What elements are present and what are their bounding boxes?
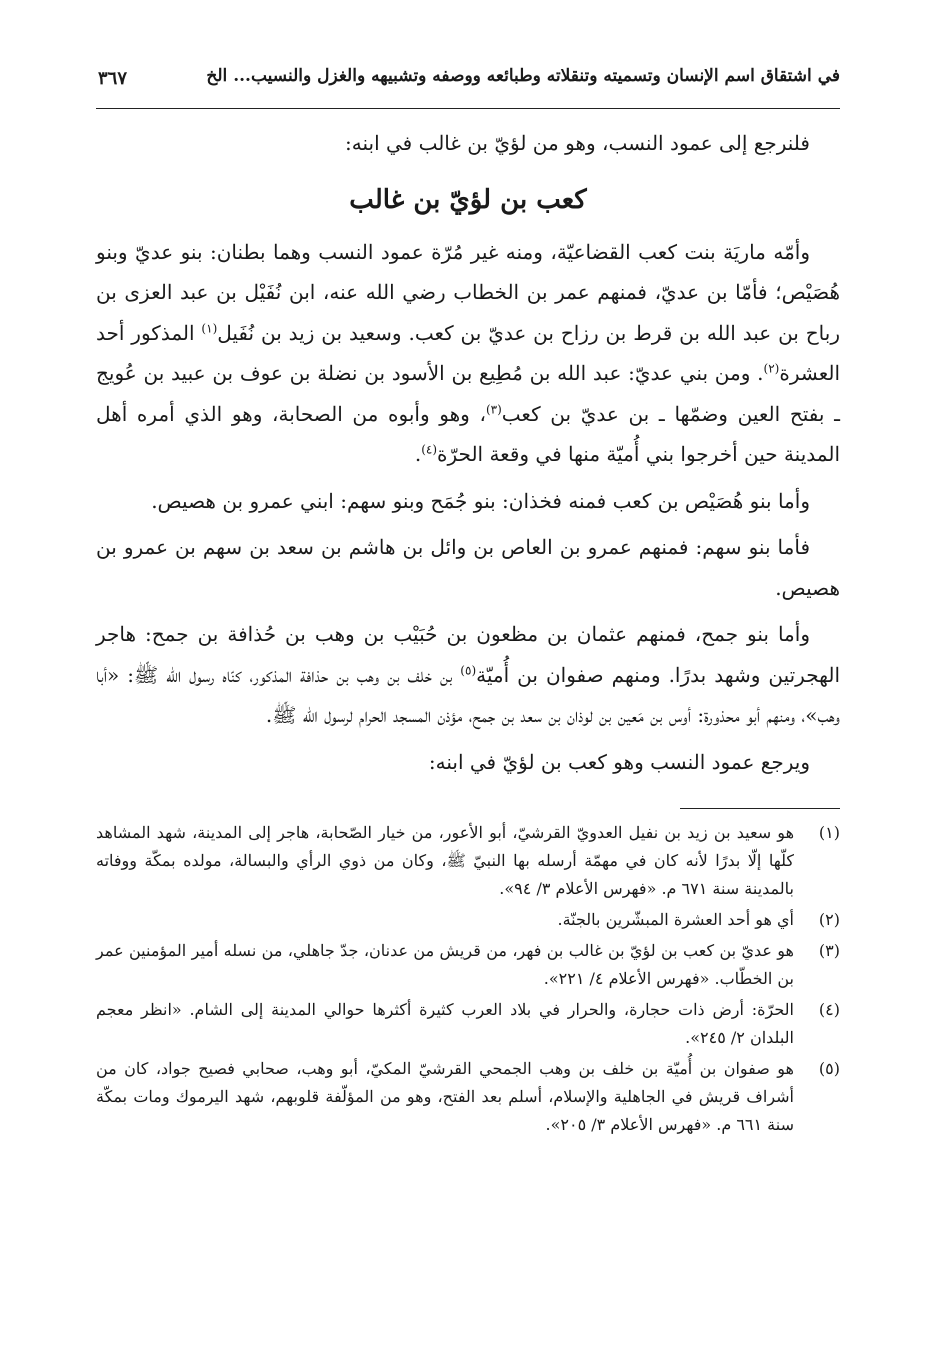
section-heading: كعب بن لؤيّ بن غالب: [349, 184, 587, 215]
paragraph-1-text-b: المذكور أحد العشرة: [96, 320, 840, 385]
paragraph-2: وأما بنو هُصَيْص بن كعب فمنه فخذان: بنو جُمَح وبنو سهم: ابني عمرو بن هصيص.: [151, 488, 810, 513]
footnotes: [96, 819, 840, 1139]
paragraph-1-text-e: .: [414, 442, 422, 466]
footnote-text: هو سعيد بن زيد بن نفيل العدويّ القرشيّ، أبو الأعور، من خيار الصّحابة، هاجر إلى المدينة، شهد المشاهد كلّها إلّا بدرًا لأنه كان في مهمّة أرسله بها النبيّ ﷺ، وكان من ذوي الرأي والبسالة، مولده بمكّة ووفاته بالمدينة سنة ٦٧١ م. «فهرس الأعلام ٣/ ٩٤».: [96, 823, 795, 898]
running-title: في اشتقاق اسم الإنسان وتسميته وتنقلاته وطبائعه ووصفه وتشبيهه والغزل والنسيب... الخ: [206, 66, 840, 86]
paragraph-1-text-a: وأمّه ماريَة بنت كعب القضاعيّة، ومنه غير مُرّة عمود النسب وهما بطنان: بنو عديّ وبنو هُصَيْص؛ فأمّا بن عديّ، فمنهم عمر بن الخطاب رضي الله عنه، ابن نُفَيْل بن عبد العزى بن رباح بن عبد الله بن قرط بن رزاح بن عديّ بن كعب. وسعيد بن زيد بن نُفَيل: [96, 239, 840, 345]
footnote-1: [96, 819, 840, 903]
footnote-4: [96, 996, 840, 1052]
paragraph-4-text-b: بن خلف بن وهب بن حذافة المذكور، كنّاه رسول الله ﷺ: «أبا وهب»، ومنهم أبو محذورة: أوس بن مَعين بن لوذان بن سعد بن جمح، مؤذن المسجد الحرام لرسول الله ﷺ.: [96, 662, 840, 727]
footnote-ref-2[interactable]: (٢): [763, 361, 780, 376]
footnote-number: (١): [818, 823, 840, 842]
footnote-3: [96, 937, 840, 993]
page-number: ٣٦٧: [98, 68, 128, 89]
footnote-number: (٤): [818, 1000, 840, 1019]
paragraph-5: ويرجع عمود النسب وهو كعب بن لؤيّ في ابنه:: [428, 749, 810, 774]
footnote-ref-1[interactable]: (١): [201, 320, 218, 335]
footnote-number: (٥): [818, 1059, 840, 1078]
footnote-text: أي هو أحد العشرة المبشّرين بالجنّة.: [557, 910, 794, 929]
book-page: [96, 48, 840, 1348]
footnote-ref-4[interactable]: (٤): [421, 442, 438, 457]
paragraph-4-text-a: وأما بنو جمح، فمنهم عثمان بن مظعون بن حُبَيْب بن وهب بن حُذافة بن جمح: هاجر الهجرتين وشهد بدرًا. ومنهم صفوان بن أُميّة: [96, 622, 840, 687]
paragraph-4: [96, 614, 840, 736]
paragraph-1-text-c: . ومن بني عديّ: عبد الله بن مُطِيع بن الأسود بن نضلة بن عوف بن عبيد بن عُويج ـ بفتح العين وضمّها ـ بن عديّ بن كعب: [96, 361, 840, 426]
page-header: [96, 48, 840, 109]
footnote-separator: [680, 808, 840, 809]
footnote-ref-3[interactable]: (٣): [485, 401, 502, 416]
footnote-text: الحرّة: أرض ذات حجارة، والحرار في بلاد العرب كثيرة أكثرها حوالي المدينة إلى الشام. «انظر معجم البلدان ٢/ ٢٤٥».: [96, 1000, 794, 1047]
paragraph-3: فأما بنو سهم: فمنهم عمرو بن العاص بن وائل بن هاشم بن سعد بن سهم بن عمرو بن هصيص.: [96, 535, 840, 600]
intro-paragraph: فلنرجع إلى عمود النسب، وهو من لؤيّ بن غالب في ابنه:: [345, 131, 810, 155]
footnote-5: [96, 1055, 840, 1139]
footnote-2: [96, 906, 840, 934]
footnote-ref-5[interactable]: (٥): [460, 662, 477, 677]
paragraph-1: [96, 232, 840, 475]
footnote-number: (٢): [818, 910, 840, 929]
footnote-text: هو عديّ بن كعب بن لؤيّ بن غالب بن فهر، من قريش من عدنان، جدّ جاهلي، من نسله أمير المؤمنين عمر بن الخطّاب. «فهرس الأعلام ٤/ ٢٢١».: [96, 941, 794, 988]
footnote-text: هو صفوان بن أُميّة بن خلف بن وهب الجمحي القرشيّ المكيّ، أبو وهب، صحابي فصيح جواد، كان من أشراف قريش في الجاهلية والإسلام، أسلم بعد الفتح، وهو من المؤلّفة قلوبهم، شهد اليرموك ومات بمكّة سنة ٦٦١ م. «فهرس الأعلام ٣/ ٢٠٥».: [96, 1059, 794, 1134]
footnote-number: (٣): [818, 941, 840, 960]
main-text: [96, 123, 840, 782]
paragraph-1-text-d: ، وهو وأبوه من الصحابة، وهو الذي أمره أهل المدينة حين أخرجوا بني أُميّة منها في وقعة الحرّة: [96, 401, 840, 466]
